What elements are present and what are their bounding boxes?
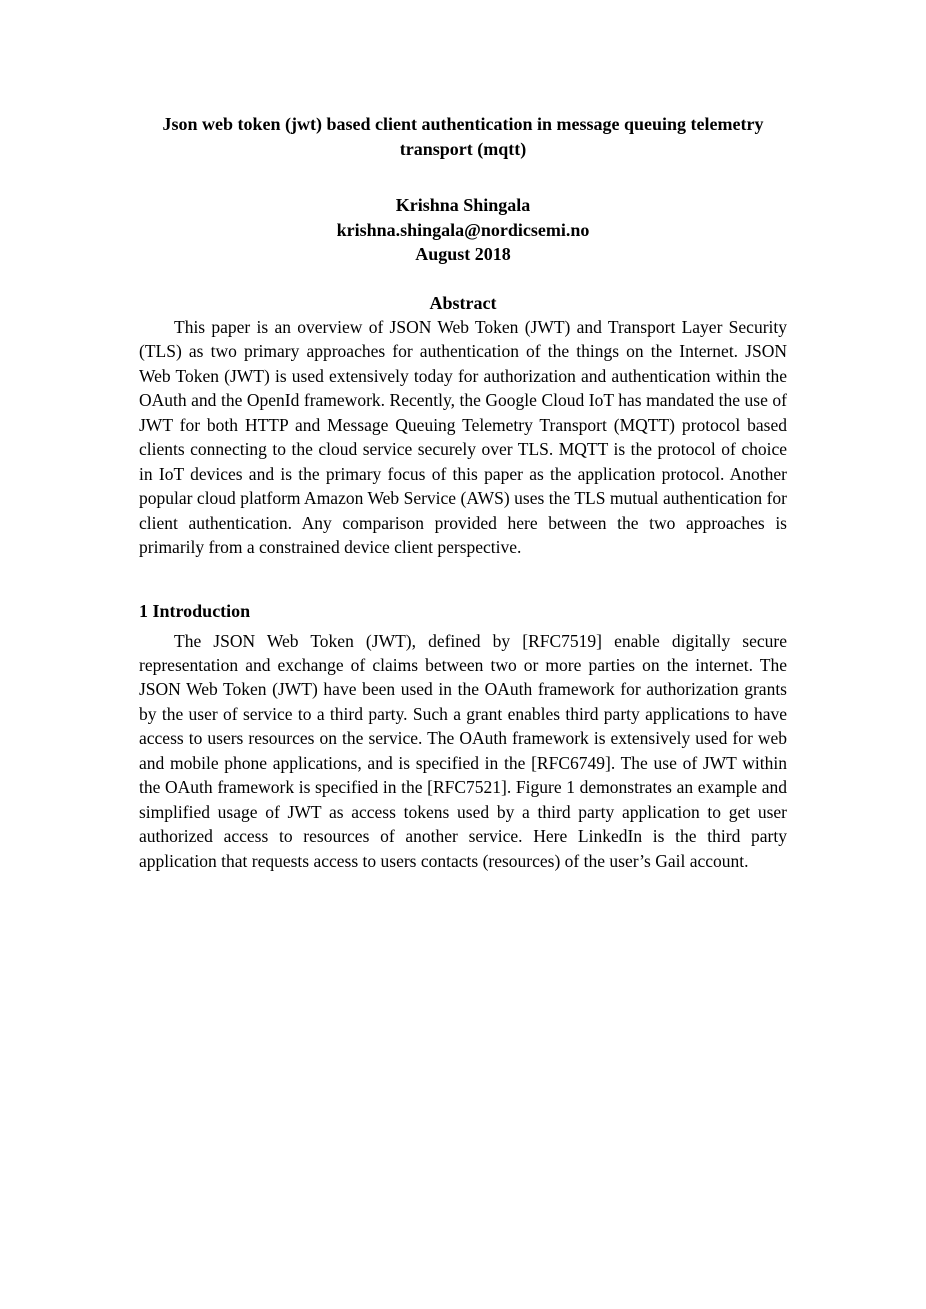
author-email: krishna.shingala@nordicsemi.no [336,219,590,240]
paper-title: Json web token (jwt) based client authentication in message queuing telemetry transport (mqtt) [162,114,764,159]
paper-content-column [139,0,787,873]
abstract-paragraph: This paper is an overview of JSON Web Token (JWT) and Transport Layer Security (TLS) as two primary approaches for authentication of the things on the Internet. JSON Web Token (JWT) is used extensively today for authorization and authentication within the OAuth and the OpenId framework. Recently, the Google Cloud IoT has mandated the use of JWT for both HTTP and Message Queuing Telemetry Transport (MQTT) protocol based clients connecting to the cloud service securely over TLS. MQTT is the protocol of choice in IoT devices and is the primary focus of this paper as the application protocol. Another popular cloud platform Amazon Web Service (AWS) uses the TLS mutual authentication for client authentication. Any comparison provided here between the two approaches is primarily from a constrained device client perspective. [139,317,787,558]
introduction-paragraph: The JSON Web Token (JWT), defined by [RFC7519] enable digitally secure representation and exchange of claims between two or more parties on the internet. The JSON Web Token (JWT) have been used in the OAuth framework for authorization grants by the user of service to a third party. Such a grant enables third party applications to have access to users resources on the service. The OAuth framework is extensively used for web and mobile phone applications, and is specified in the [RFC6749]. The use of JWT within the OAuth framework is specified in the [RFC7521]. Figure 1 demonstrates an example and simplified usage of JWT as access tokens used by a third party application to get user authorized access to resources of another service. Here LinkedIn is the third party application that requests access to users contacts (resources) of the user’s Gail account. [139,630,787,871]
author-block [139,193,787,267]
section-heading-introduction: 1 Introduction [139,600,251,621]
abstract-heading: Abstract [429,292,497,313]
publication-date: August 2018 [415,244,511,264]
author-name: Krishna Shingala [395,195,531,215]
